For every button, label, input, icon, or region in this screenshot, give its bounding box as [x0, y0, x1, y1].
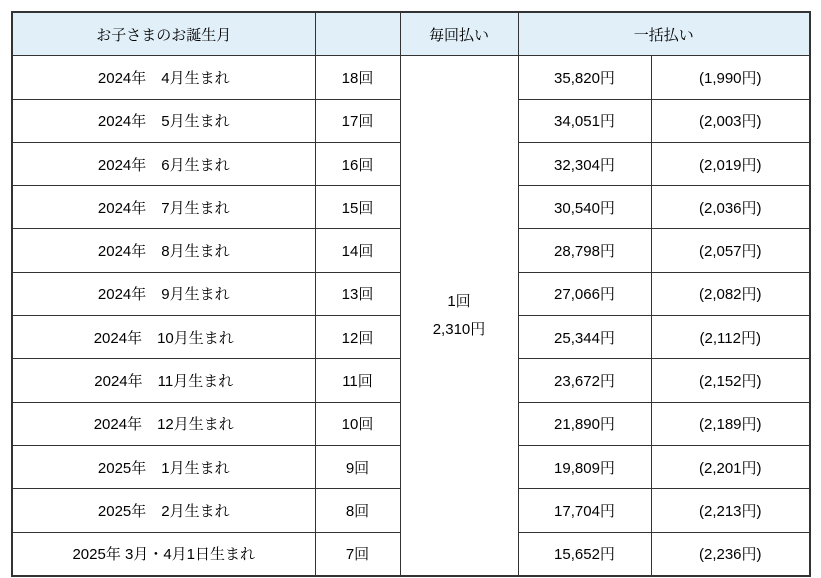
cell-lump-sum-total: 19,809円	[518, 445, 651, 488]
cell-lump-sum-per-payment: (2,152円)	[651, 359, 810, 402]
per-payment-count: 1回	[447, 292, 471, 310]
cell-lump-sum-total: 35,820円	[518, 56, 651, 99]
cell-birth-month: 2024年 7月生まれ	[12, 186, 315, 229]
cell-lump-sum-total: 30,540円	[518, 186, 651, 229]
cell-birth-month: 2024年 10月生まれ	[12, 316, 315, 359]
cell-count: 12回	[315, 316, 400, 359]
cell-birth-month: 2024年 9月生まれ	[12, 272, 315, 315]
cell-lump-sum-per-payment: (1,990円)	[651, 56, 810, 99]
cell-lump-sum-per-payment: (2,236円)	[651, 532, 810, 576]
payment-table-body	[12, 56, 810, 576]
per-payment-amount: 2,310円	[432, 320, 486, 338]
cell-birth-month: 2024年 11月生まれ	[12, 359, 315, 402]
cell-lump-sum-total: 28,798円	[518, 229, 651, 272]
cell-per-payment-merged	[400, 56, 518, 576]
cell-lump-sum-total: 34,051円	[518, 99, 651, 142]
cell-count: 9回	[315, 445, 400, 488]
cell-lump-sum-per-payment: (2,057円)	[651, 229, 810, 272]
cell-lump-sum-total: 23,672円	[518, 359, 651, 402]
cell-lump-sum-per-payment: (2,112円)	[651, 316, 810, 359]
cell-lump-sum-total: 15,652円	[518, 532, 651, 576]
cell-lump-sum-total: 27,066円	[518, 272, 651, 315]
cell-lump-sum-per-payment: (2,082円)	[651, 272, 810, 315]
cell-count: 11回	[315, 359, 400, 402]
cell-lump-sum-per-payment: (2,201円)	[651, 445, 810, 488]
cell-birth-month: 2024年 6月生まれ	[12, 142, 315, 185]
cell-birth-month: 2025年 2月生まれ	[12, 489, 315, 532]
cell-birth-month: 2024年 4月生まれ	[12, 56, 315, 99]
cell-count: 17回	[315, 99, 400, 142]
cell-lump-sum-per-payment: (2,019円)	[651, 142, 810, 185]
cell-lump-sum-total: 32,304円	[518, 142, 651, 185]
cell-lump-sum-per-payment: (2,003円)	[651, 99, 810, 142]
header-per-payment: 毎回払い	[400, 12, 518, 56]
cell-lump-sum-per-payment: (2,189円)	[651, 402, 810, 445]
table-row	[12, 56, 810, 99]
cell-count: 8回	[315, 489, 400, 532]
cell-count: 10回	[315, 402, 400, 445]
header-lump-sum: 一括払い	[518, 12, 810, 56]
cell-lump-sum-per-payment: (2,036円)	[651, 186, 810, 229]
cell-count: 13回	[315, 272, 400, 315]
cell-count: 16回	[315, 142, 400, 185]
cell-lump-sum-total: 25,344円	[518, 316, 651, 359]
cell-lump-sum-total: 17,704円	[518, 489, 651, 532]
cell-count: 15回	[315, 186, 400, 229]
header-row	[12, 12, 810, 56]
header-count-blank	[315, 12, 400, 56]
cell-birth-month: 2025年 1月生まれ	[12, 445, 315, 488]
cell-birth-month: 2024年 8月生まれ	[12, 229, 315, 272]
cell-birth-month: 2025年 3月・4月1日生まれ	[12, 532, 315, 576]
payment-table	[11, 11, 811, 577]
header-birth-month: お子さまのお誕生月	[12, 12, 315, 56]
cell-count: 14回	[315, 229, 400, 272]
cell-birth-month: 2024年 5月生まれ	[12, 99, 315, 142]
cell-birth-month: 2024年 12月生まれ	[12, 402, 315, 445]
cell-count: 7回	[315, 532, 400, 576]
cell-lump-sum-total: 21,890円	[518, 402, 651, 445]
cell-lump-sum-per-payment: (2,213円)	[651, 489, 810, 532]
cell-count: 18回	[315, 56, 400, 99]
